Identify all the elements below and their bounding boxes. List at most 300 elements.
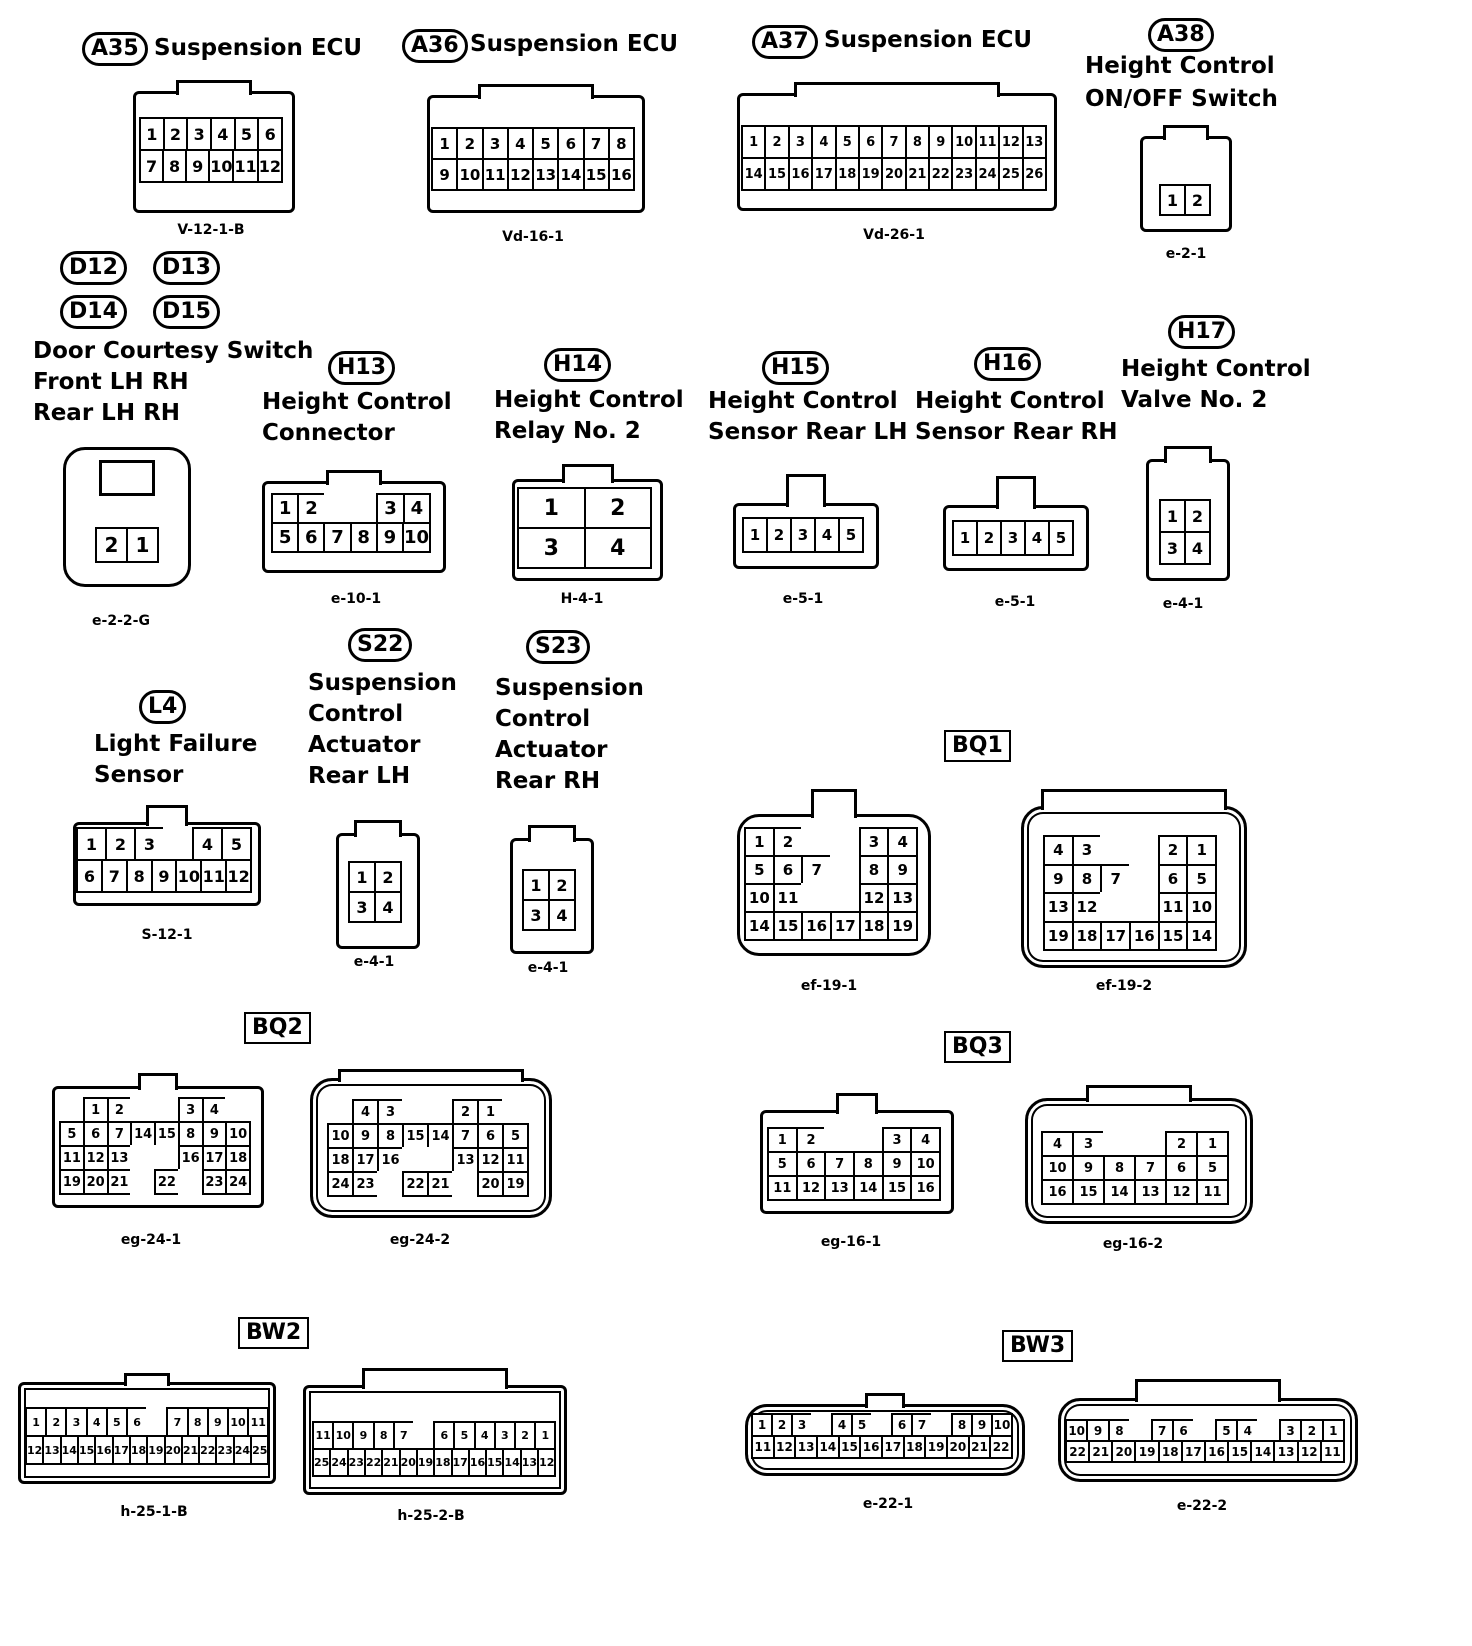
tag-a37: A37 <box>752 25 818 59</box>
pin: 11 <box>767 1175 798 1201</box>
tag-bw3: BW3 <box>1002 1330 1073 1362</box>
pin: 17 <box>352 1147 379 1173</box>
pin: 24 <box>233 1435 252 1465</box>
pin: 2 <box>1184 184 1211 216</box>
title-h17: Height Control Valve No. 2 <box>1121 356 1311 413</box>
pin: 21 <box>381 1448 400 1477</box>
pin: 18 <box>129 1435 148 1465</box>
pin: 3 <box>1279 1419 1302 1442</box>
pin: 8 <box>608 127 635 160</box>
pin: 14 <box>744 911 775 941</box>
pin: 6 <box>1165 1155 1198 1181</box>
pin: 17 <box>1100 921 1131 952</box>
code-h17: e-4-1 <box>1162 596 1204 612</box>
pin-blank <box>801 883 832 913</box>
pin: 11 <box>1158 892 1189 923</box>
pin-blank <box>871 1413 893 1437</box>
pin: 16 <box>1204 1440 1229 1463</box>
pin: 4 <box>887 827 918 857</box>
pin-row <box>1042 1132 1228 1156</box>
pin: 24 <box>225 1169 251 1195</box>
code-l4: S-12-1 <box>141 927 193 943</box>
pin: 3 <box>522 899 550 931</box>
pin: 1 <box>1196 1131 1229 1157</box>
title-h14: Height Control Relay No. 2 <box>494 387 684 444</box>
pin: 4 <box>507 127 534 160</box>
pin-row <box>328 1148 528 1172</box>
pin: 3 <box>186 117 212 151</box>
pin: 3 <box>494 1421 516 1450</box>
pin: 5 <box>1048 520 1074 556</box>
code-door-courtesy-switch: e-2-2-G <box>92 613 150 629</box>
code-bw2-b: h-25-2-B <box>397 1508 465 1524</box>
pin: 18 <box>225 1145 251 1171</box>
pin: 4 <box>1236 1419 1259 1442</box>
pin: 3 <box>882 1127 913 1153</box>
pin-grid-h14 <box>518 488 651 568</box>
pin: 3 <box>791 1413 813 1437</box>
pin-row <box>953 521 1073 555</box>
title-h16: Height Control Sensor Rear RH <box>915 388 1118 445</box>
title-h13: Height Control Connector <box>262 389 452 446</box>
pin-row <box>313 1449 555 1476</box>
pin: 4 <box>403 493 431 524</box>
pin-blank <box>130 1169 156 1195</box>
pin: 6 <box>76 859 103 893</box>
pin: 2 <box>374 861 402 893</box>
pin: 15 <box>485 1448 504 1477</box>
pin-blank <box>178 1169 204 1195</box>
pin: 16 <box>178 1145 204 1171</box>
pin: 4 <box>584 527 653 569</box>
pin: 13 <box>887 883 918 913</box>
pin: 25 <box>250 1435 269 1465</box>
pin: 7 <box>824 1151 855 1177</box>
pin: 14 <box>1186 921 1217 952</box>
pin-row <box>745 884 917 912</box>
code-h13: e-10-1 <box>330 591 382 607</box>
pin: 20 <box>164 1435 183 1465</box>
pin: 3 <box>1072 835 1103 866</box>
pin: 9 <box>1043 864 1074 895</box>
pin: 4 <box>1043 835 1074 866</box>
pin: 3 <box>376 493 404 524</box>
pin-blank <box>1103 1131 1136 1157</box>
pin-grid-bq1b <box>1044 836 1216 950</box>
pin: 13 <box>42 1435 61 1465</box>
pin: 18 <box>1072 921 1103 952</box>
title-s22: Suspension Control Actuator Rear LH <box>308 670 457 789</box>
pin: 5 <box>453 1421 475 1450</box>
pin: 4 <box>910 1127 941 1153</box>
pin-blank <box>830 855 861 885</box>
pin: 1 <box>126 527 159 563</box>
pin: 15 <box>154 1121 180 1147</box>
code-bq1-b: ef-19-2 <box>1095 978 1153 994</box>
tag-h15: H15 <box>762 351 829 385</box>
pin-row <box>1160 185 1210 215</box>
pin: 5 <box>767 1151 798 1177</box>
tag-h17: H17 <box>1168 315 1235 349</box>
pin-row <box>743 518 863 552</box>
pin: 7 <box>323 522 351 553</box>
pin: 7 <box>801 855 832 885</box>
pin-blank <box>1193 1419 1216 1442</box>
pin: 14 <box>60 1435 79 1465</box>
pin: 19 <box>502 1171 529 1197</box>
pin: 5 <box>234 117 260 151</box>
pin: 16 <box>94 1435 113 1465</box>
pin-blank <box>163 827 194 861</box>
pin: 22 <box>1065 1440 1090 1463</box>
pin-blank <box>225 1097 251 1123</box>
tag-a36: A36 <box>402 29 468 63</box>
pin: 5 <box>502 1123 529 1149</box>
pin: 6 <box>796 1151 827 1177</box>
pin: 21 <box>968 1435 992 1459</box>
pin: 6 <box>83 1121 109 1147</box>
tag-d12: D12 <box>60 251 127 285</box>
pin: 23 <box>215 1435 234 1465</box>
pin: 5 <box>744 855 775 885</box>
pin: 11 <box>59 1145 85 1171</box>
pin-blank <box>853 1127 884 1153</box>
pin: 2 <box>1184 499 1211 533</box>
pin: 19 <box>1043 921 1074 952</box>
pin-blank <box>931 1413 953 1437</box>
pin: 2 <box>297 493 325 524</box>
pin: 6 <box>297 522 325 553</box>
title-h15: Height Control Sensor Rear LH <box>708 388 908 445</box>
pin: 8 <box>853 1151 884 1177</box>
pin-blank <box>1134 1131 1167 1157</box>
pin-row <box>349 892 401 922</box>
title-door-courtesy-switch: Door Courtesy Switch Front LH RH Rear LH RH <box>33 338 314 426</box>
pin-row <box>768 1128 940 1152</box>
pin: 8 <box>1108 1419 1131 1442</box>
pin: 17 <box>881 1435 905 1459</box>
pin-blank <box>1129 1419 1152 1442</box>
title-a38: Height Control ON/OFF Switch <box>1085 53 1278 112</box>
pin: 23 <box>347 1448 366 1477</box>
pin: 12 <box>257 149 283 183</box>
pin-blank <box>1129 835 1160 866</box>
pin-row <box>77 860 251 892</box>
tag-h13: H13 <box>328 351 395 385</box>
pin: 5 <box>1186 864 1217 895</box>
pin-row <box>1044 865 1216 894</box>
pin: 11 <box>247 1407 269 1437</box>
pin: 4 <box>474 1421 496 1450</box>
code-a35: V-12-1-B <box>177 222 245 238</box>
pin-grid-bq2b <box>328 1100 528 1196</box>
pin: 15 <box>77 1435 96 1465</box>
tag-bq2: BQ2 <box>244 1012 311 1044</box>
pin-grid-a37 <box>742 126 1046 190</box>
code-s22: e-4-1 <box>353 954 395 970</box>
pin: 7 <box>101 859 128 893</box>
pin: 3 <box>65 1407 87 1437</box>
pin: 1 <box>83 1097 109 1123</box>
pin: 12 <box>25 1435 44 1465</box>
pin: 2 <box>105 827 136 861</box>
pin: 18 <box>835 157 860 191</box>
pin-row <box>26 1408 268 1436</box>
pin: 13 <box>824 1175 855 1201</box>
pin: 21 <box>181 1435 200 1465</box>
pin-row <box>1066 1420 1344 1441</box>
pin-row <box>752 1414 1012 1436</box>
pin: 15 <box>882 1175 913 1201</box>
pin: 3 <box>790 517 816 553</box>
pin: 6 <box>1172 1419 1195 1442</box>
pin: 8 <box>951 1413 973 1437</box>
pin: 10 <box>1041 1155 1074 1181</box>
pin: 20 <box>83 1169 109 1195</box>
pin: 8 <box>178 1121 204 1147</box>
pin: 12 <box>1165 1179 1198 1205</box>
pin-row <box>60 1122 250 1146</box>
pin: 6 <box>891 1413 913 1437</box>
pin: 23 <box>352 1171 379 1197</box>
pin-blank <box>130 1145 156 1171</box>
pin: 12 <box>1072 892 1103 923</box>
pin: 24 <box>329 1448 348 1477</box>
pin-grid-a38 <box>1160 185 1210 215</box>
pin: 18 <box>327 1147 354 1173</box>
code-bq2-b: eg-24-2 <box>389 1232 451 1248</box>
pin: 19 <box>416 1448 435 1477</box>
pin: 4 <box>831 1413 853 1437</box>
pin: 16 <box>468 1448 487 1477</box>
pin: 1 <box>25 1407 47 1437</box>
pin-blank <box>427 1099 454 1125</box>
pin: 10 <box>910 1151 941 1177</box>
tag-h16: H16 <box>974 347 1041 381</box>
pin: 5 <box>1215 1419 1238 1442</box>
pin: 16 <box>1041 1179 1074 1205</box>
pin: 3 <box>1000 520 1026 556</box>
pin: 7 <box>1134 1155 1167 1181</box>
pin-blank <box>801 827 832 857</box>
code-s23: e-4-1 <box>527 960 569 976</box>
code-bw3-a: e-22-1 <box>862 1496 914 1512</box>
pin: 14 <box>1250 1440 1275 1463</box>
pin-grid-h13 <box>272 494 430 552</box>
pin-row <box>523 900 575 930</box>
pin-grid-a36 <box>432 128 634 190</box>
title-l4: Light Failure Sensor <box>94 731 258 788</box>
pin: 1 <box>522 869 550 901</box>
pin-blank <box>830 883 861 913</box>
pin: 2 <box>773 827 804 857</box>
pin-row <box>768 1152 940 1176</box>
pin: 3 <box>859 827 890 857</box>
pin-row <box>1044 922 1216 951</box>
pin: 10 <box>744 883 775 913</box>
pin: 20 <box>946 1435 970 1459</box>
pin: 10 <box>456 158 483 191</box>
pin: 11 <box>232 149 258 183</box>
pin-row <box>328 1124 528 1148</box>
pin: 11 <box>200 859 227 893</box>
code-h14: H-4-1 <box>560 591 604 607</box>
pin-grid-bw2a <box>26 1408 268 1464</box>
pin: 3 <box>377 1099 404 1125</box>
pin-row <box>77 828 251 860</box>
pin-row <box>60 1146 250 1170</box>
pin-row <box>313 1422 555 1449</box>
pin: 8 <box>162 149 187 183</box>
pin: 2 <box>107 1097 133 1123</box>
pin: 6 <box>1158 864 1189 895</box>
pin: 5 <box>271 522 299 553</box>
pin: 13 <box>520 1448 539 1477</box>
pin: 17 <box>1181 1440 1206 1463</box>
pin: 12 <box>225 859 252 893</box>
pin: 13 <box>107 1145 133 1171</box>
pin: 1 <box>751 1413 773 1437</box>
pin: 17 <box>202 1145 228 1171</box>
pin: 2 <box>1165 1131 1198 1157</box>
code-bq3-b: eg-16-2 <box>1102 1236 1164 1252</box>
pin: 9 <box>352 1421 374 1450</box>
pin-blank <box>130 1097 156 1123</box>
pin: 2 <box>584 487 653 529</box>
pin: 16 <box>608 158 635 191</box>
pin: 1 <box>348 861 376 893</box>
pin: 3 <box>1159 531 1186 565</box>
pin: 12 <box>477 1147 504 1173</box>
pin: 22 <box>928 157 953 191</box>
title-a37: Suspension ECU <box>824 27 1033 53</box>
pin: 14 <box>853 1175 884 1201</box>
pin: 4 <box>1041 1131 1074 1157</box>
pin: 3 <box>482 127 509 160</box>
pin: 7 <box>139 149 164 183</box>
tag-h14: H14 <box>544 348 611 382</box>
pin: 12 <box>796 1175 827 1201</box>
pin-row <box>768 1176 940 1200</box>
pin: 15 <box>773 911 804 941</box>
pin: 21 <box>107 1169 133 1195</box>
pin: 1 <box>517 487 586 529</box>
pin: 13 <box>1273 1440 1298 1463</box>
pin: 20 <box>477 1171 504 1197</box>
pin-blank <box>1257 1419 1280 1442</box>
pin: 20 <box>399 1448 418 1477</box>
pin-grid-bw2b <box>313 1422 555 1476</box>
pin: 20 <box>1111 1440 1136 1463</box>
pin: 14 <box>816 1435 840 1459</box>
pin: 6 <box>126 1407 148 1437</box>
pin: 18 <box>1158 1440 1183 1463</box>
pin: 9 <box>882 1151 913 1177</box>
pin: 7 <box>107 1121 133 1147</box>
pin: 1 <box>76 827 107 861</box>
pin: 11 <box>975 125 1000 159</box>
pin-blank <box>59 1097 85 1123</box>
pin-grid-h16 <box>953 521 1073 555</box>
tag-s23: S23 <box>526 630 590 664</box>
pin: 3 <box>348 891 376 923</box>
pin: 15 <box>1158 921 1189 952</box>
pin-row <box>1042 1156 1228 1180</box>
pin: 4 <box>202 1097 228 1123</box>
pin: 15 <box>583 158 610 191</box>
pin: 1 <box>1159 184 1186 216</box>
pin-blank <box>502 1099 529 1125</box>
pin-row <box>272 494 430 523</box>
pin: 22 <box>402 1171 429 1197</box>
tag-a35: A35 <box>82 32 148 66</box>
pin: 16 <box>377 1147 404 1173</box>
code-a38: e-2-1 <box>1165 246 1207 262</box>
pin: 10 <box>402 522 431 553</box>
pin: 10 <box>991 1413 1013 1437</box>
pin: 1 <box>742 517 768 553</box>
pin-row <box>328 1172 528 1196</box>
pin: 15 <box>1227 1440 1252 1463</box>
pin: 25 <box>998 157 1023 191</box>
pin: 2 <box>1158 835 1189 866</box>
pin: 10 <box>332 1421 354 1450</box>
connector-door-courtesy-switch <box>63 447 191 587</box>
pin: 14 <box>741 157 766 191</box>
code-h16: e-5-1 <box>994 594 1036 610</box>
pin: 4 <box>1184 531 1211 565</box>
pin: 15 <box>764 157 789 191</box>
pin: 17 <box>830 911 861 941</box>
pin: 17 <box>112 1435 131 1465</box>
pin: 7 <box>393 1421 415 1450</box>
pin: 9 <box>185 149 210 183</box>
pin-row <box>1160 500 1210 532</box>
pin: 18 <box>859 911 890 941</box>
pin: 1 <box>477 1099 504 1125</box>
pin: 9 <box>928 125 953 159</box>
pin-row <box>1044 836 1216 865</box>
pin-row <box>1044 893 1216 922</box>
pin: 8 <box>373 1421 395 1450</box>
pin: 7 <box>583 127 610 160</box>
pin: 19 <box>59 1169 85 1195</box>
tag-d14: D14 <box>60 295 127 329</box>
pin: 11 <box>751 1435 775 1459</box>
pin: 1 <box>952 520 978 556</box>
pin: 14 <box>502 1448 521 1477</box>
pin: 4 <box>1024 520 1050 556</box>
pin: 16 <box>910 1175 941 1201</box>
pin: 9 <box>1086 1419 1109 1442</box>
pin-grid-d <box>96 528 158 562</box>
pin: 12 <box>537 1448 556 1477</box>
pin: 12 <box>773 1435 797 1459</box>
pin: 23 <box>202 1169 228 1195</box>
pin: 3 <box>178 1097 204 1123</box>
pin-row <box>523 870 575 900</box>
pin-blank <box>427 1147 454 1173</box>
pin-grid-bw3a <box>752 1414 1012 1458</box>
pin: 2 <box>548 869 576 901</box>
pin: 17 <box>451 1448 470 1477</box>
pin: 11 <box>312 1421 334 1450</box>
pin: 11 <box>502 1147 529 1173</box>
title-a35: Suspension ECU <box>154 35 363 61</box>
code-bw2-a: h-25-1-B <box>120 1504 188 1520</box>
pin-row <box>60 1170 250 1194</box>
pin: 14 <box>427 1123 454 1149</box>
